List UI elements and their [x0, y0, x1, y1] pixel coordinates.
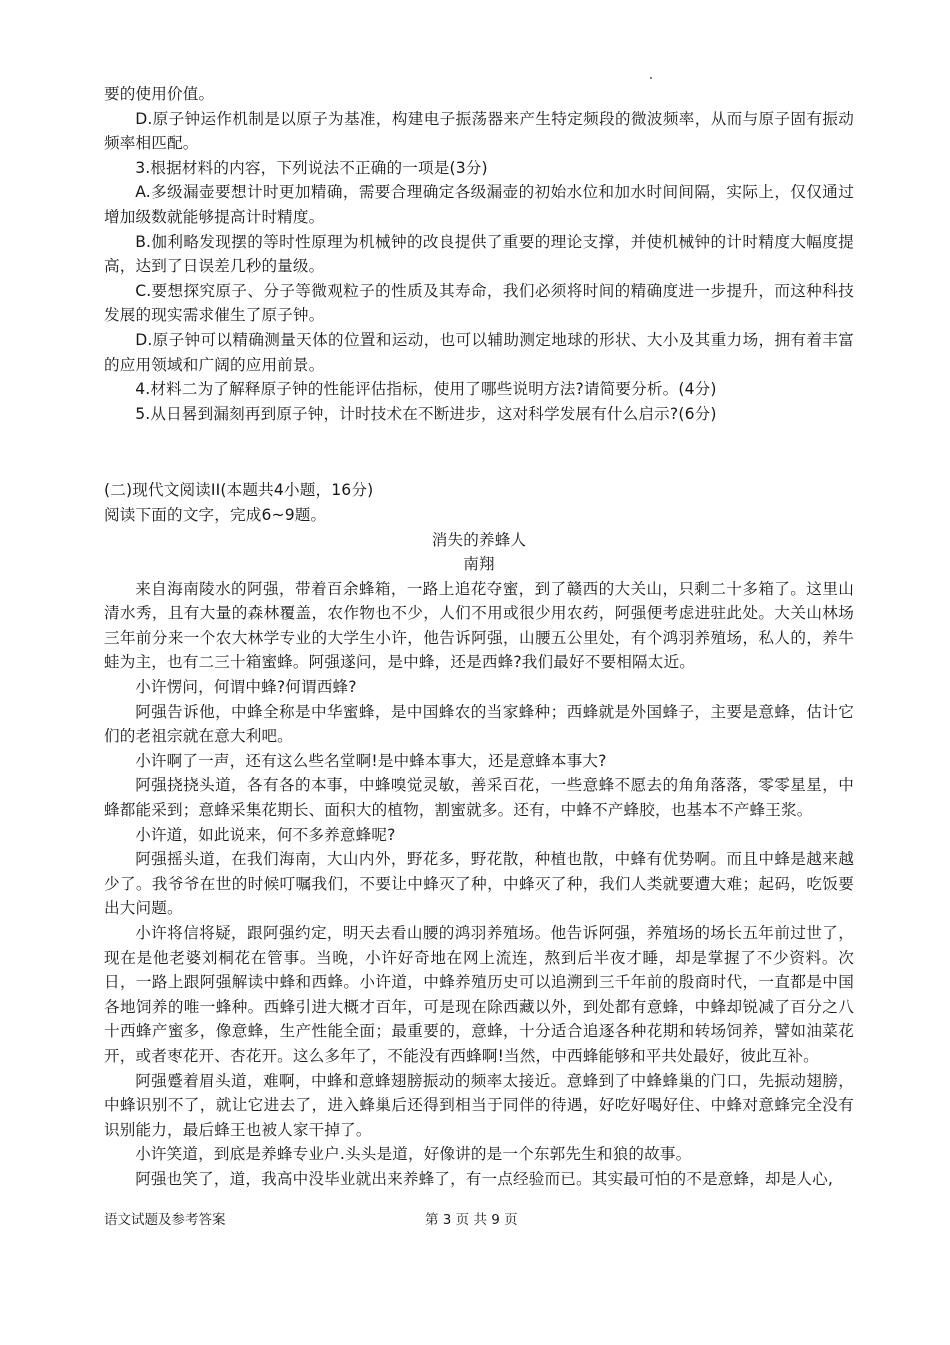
q5: 5.从日晷到漏刻再到原子钟，计时技术在不断进步，这对科学发展有什么启示?(6分) [135, 404, 717, 423]
q2-option-d: D.原子钟运作机制是以原子为基准，构建电子振荡器来产生特定频段的微波频率，从而与原子固有振动频率相匹配。 [104, 109, 854, 153]
q3-option-b: B.伽利略发现摆的等时性原理为机械钟的改良提供了重要的理论支撑，并使机械钟的计时精度大幅度提高，达到了日误差几秒的量级。 [104, 232, 854, 276]
paragraph: 小许愣问，何谓中蜂?何谓西蜂? [135, 678, 357, 697]
section-title: (二)现代文阅读II(本题共4小题，16分) [104, 481, 374, 500]
paragraph: 阿强挠挠头道，各有各的本事，中蜂嗅觉灵敏，善采百花，一些意蜂不愿去的角角落落，零零星星，中蜂都能采到；意蜂采集花期长、面积大的植物，割蜜就多。还有，中蜂不产蜂胶，也基本不产蜂王浆。 [104, 776, 854, 820]
page-body [104, 82, 854, 1192]
q3-option-a: A.多级漏壶要想计时更加精确，需要合理确定各级漏壶的初始水位和加水时间间隔，实际上，仅仅通过增加级数就能够提高计时精度。 [104, 183, 854, 226]
scan-dot [650, 77, 652, 79]
q3-stem: 3.根据材料的内容，下列说法不正确的一项是(3分) [135, 158, 488, 177]
paragraph: 小许道，如此说来，何不多养意蜂呢? [135, 825, 396, 844]
paragraph: 阿强蹙着眉头道，难啊，中蜂和意蜂翅膀振动的频率太接近。意蜂到了中蜂蜂巢的门口，先振动翅膀，中蜂识别不了，就让它进去了，进入蜂巢后还得到相当于同伴的待遇，好吃好喝好住、中蜂对意蜂完全没有识别能力，最后蜂王也被人家干掉了。 [104, 1071, 854, 1139]
paragraph: 阿强告诉他，中蜂全称是中华蜜蜂，是中国蜂农的当家蜂种；西蜂就是外国蜂子，主要是意蜂，估计它们的老祖宗就在意大利吧。 [104, 702, 854, 746]
article-title: 消失的养蜂人 [431, 530, 527, 549]
paragraph: 阿强摇头道，在我们海南，大山内外，野花多，野花散，种植也散，中蜂有优势啊。而且中蜂是越来越少了。我爷爷在世的时候叮嘱我们，不要让中蜂灭了种，中蜂灭了种，我们人类就要遭大难；起码，吃饭要出大问题。 [104, 850, 854, 918]
paragraph: 阿强也笑了，道，我高中没毕业就出来养蜂了，有一点经验而已。其实最可怕的不是意蜂，却是人心, [135, 1169, 834, 1188]
q3-option-c: C.要想探究原子、分子等微观粒子的性质及其寿命，我们必须将时间的精确度进一步提升，而这种科技发展的现实需求催生了原子钟。 [104, 281, 854, 325]
article-author: 南翔 [463, 555, 495, 574]
paragraph: 来自海南陵水的阿强，带着百余蜂箱，一路上追花夺蜜，到了赣西的大关山，只剩二十多箱了。这里山清水秀，且有大量的森林覆盖，农作物也不少，人们不用或很少用农药，阿强便考虑进驻此处。大关山林场三年前分来一个农大林学专业的大学生小许，他告诉阿强，山腰五公里处，有个鸿羽养殖场，私人的，养牛蛙为主，也有二三十箱蜜蜂。阿强遂问，是中蜂，还是西蜂?我们最好不要相隔太近。 [104, 579, 854, 672]
q2-tail: 要的使用价值。 [104, 85, 215, 103]
footer-document-title: 语文试题及参考答案 [104, 1212, 226, 1228]
instruction: 阅读下面的文字，完成6~9题。 [104, 505, 327, 524]
footer-page-number: 第 3 页 共 9 页 [425, 1212, 518, 1228]
paragraph: 小许笑道，到底是养蜂专业户.头头是道，好像讲的是一个东郭先生和狼的故事。 [135, 1145, 692, 1164]
q3-option-d: D.原子钟可以精确测量天体的位置和运动，也可以辅助测定地球的形状、大小及其重力场，拥有着丰富的应用领域和广阔的应用前景。 [104, 330, 854, 374]
paragraph: 小许啊了一声，还有这么些名堂啊!是中蜂本事大，还是意蜂本事大? [135, 751, 607, 770]
q4: 4.材料二为了解释原子钟的性能评估指标，使用了哪些说明方法?请简要分析。(4分) [135, 380, 717, 399]
paragraph: 小许将信将疑，跟阿强约定，明天去看山腰的鸿羽养殖场。他告诉阿强，养殖场的场长五年前过世了，现在是他老婆刘桐花在管事。当晚，小许好奇地在网上流连，熬到后半夜才睡，却是掌握了不少资料。次日，一路上跟阿强解读中蜂和西蜂。小许道，中蜂养殖历史可以追溯到三千年前的殷商时代，一直都是中国各地饲养的唯一蜂种。西蜂引进大概才百年，可是现在除西藏以外，到处都有意蜂，中蜂却锐减了百分之八十西蜂产蜜多，像意蜂，生产性能全面；最重要的，意蜂，十分适合追逐各种花期和转场饲养，譬如油菜花开，或者枣花开、杏花开。这么多年了，不能没有西蜂啊!当然，中西蜂能够和平共处最好，彼此互补。 [104, 924, 854, 1065]
section-gap [104, 426, 854, 478]
